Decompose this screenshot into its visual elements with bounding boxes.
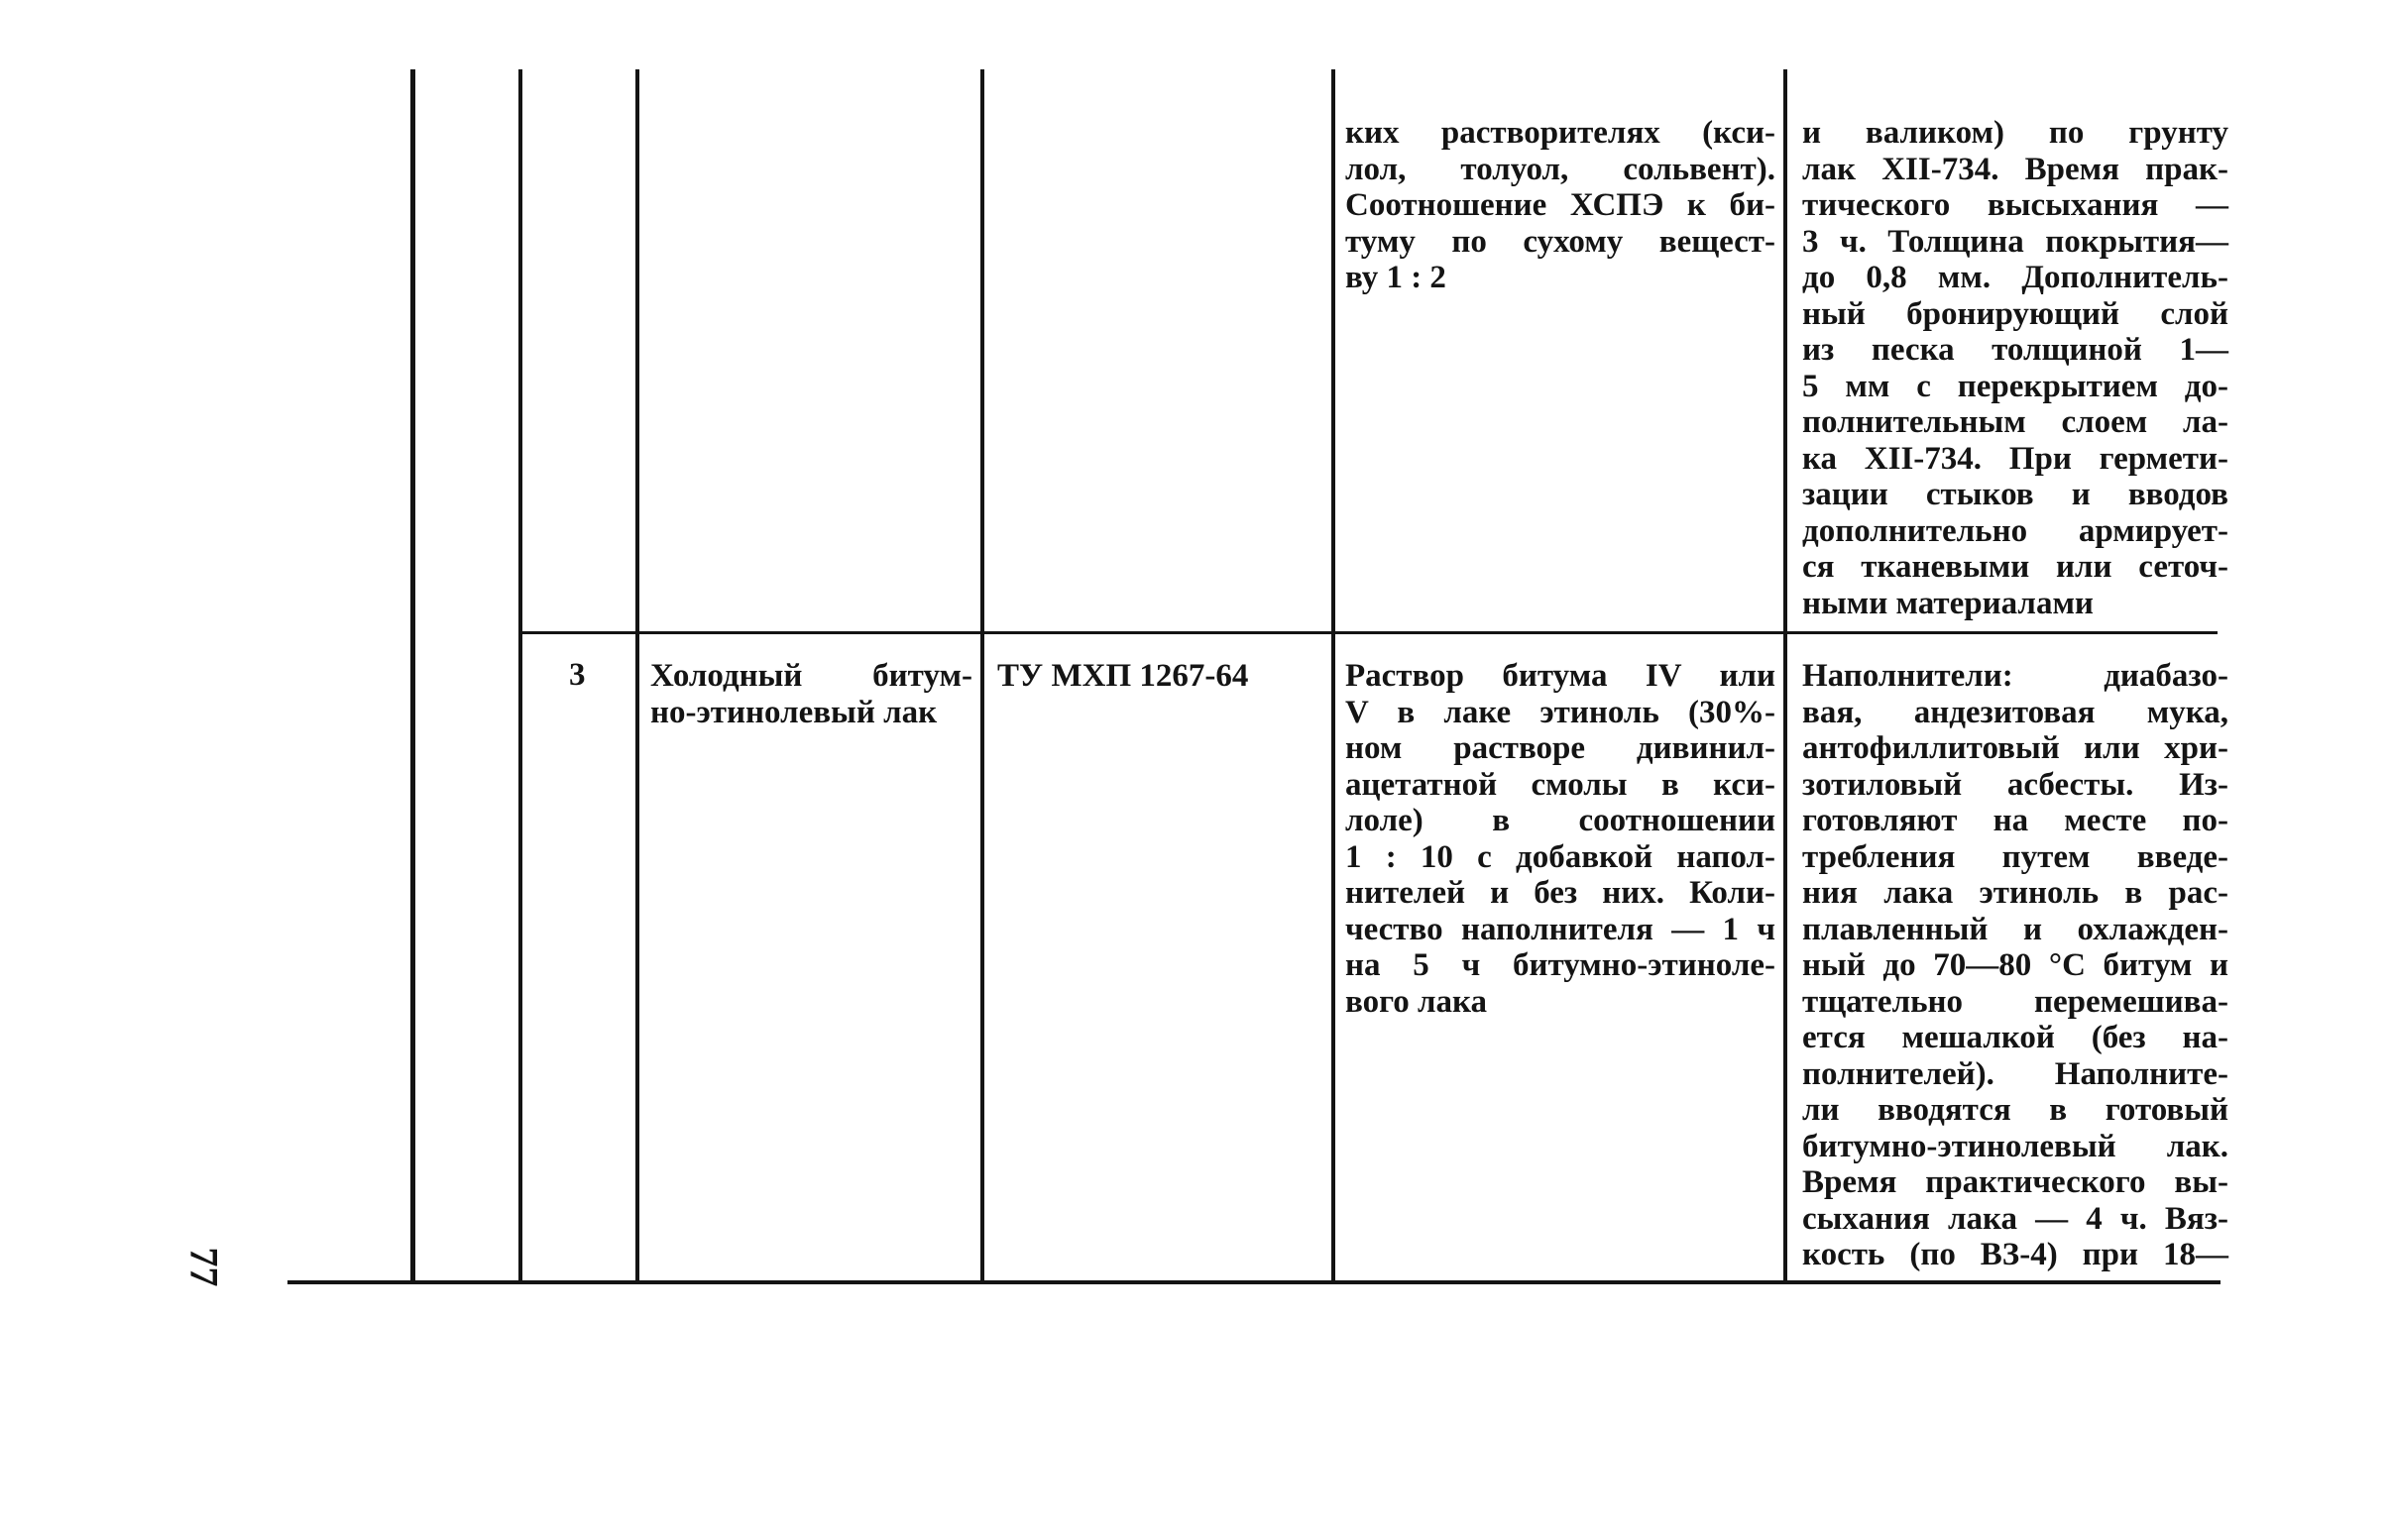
column-rule-3 [635, 69, 639, 1280]
text-line: ка ХII-734. При гермети- [1802, 440, 2228, 477]
text-line: V в лаке этиноль (30%- [1345, 694, 1775, 730]
notes-cell [1802, 658, 2228, 1273]
text-line: лоле) в соотношении [1345, 803, 1775, 838]
row-number: 3 [569, 657, 586, 693]
text-line: ными материалами [1802, 585, 2094, 621]
text-line: 5 мм с перекрытием до- [1802, 368, 2228, 404]
spec-cell [997, 658, 1324, 695]
composition-cell [1345, 658, 1775, 1020]
text-line: нителей и без них. Коли- [1345, 875, 1775, 911]
text-line: ву 1 : 2 [1345, 260, 1446, 295]
page-number: 77 [181, 1247, 227, 1287]
text-line: зотиловый асбесты. Из- [1802, 766, 2228, 803]
bottom-rule [287, 1280, 2220, 1284]
text-line: на 5 ч битумно-этиноле- [1345, 947, 1775, 983]
text-line: ких растворителях (кси- [1345, 115, 1775, 151]
text-line: Наполнители: диабазо- [1802, 658, 2228, 694]
text-line: вая, андезитовая мука, [1802, 694, 2228, 730]
text-line: антофиллитовый или хри- [1802, 730, 2228, 766]
row-separator [522, 631, 2218, 634]
text-line: зации стыков и вводов [1802, 477, 2228, 512]
text-line: полнительным слоем ла- [1802, 404, 2228, 440]
text-line: ацетатной смолы в кси- [1345, 766, 1775, 803]
text-line: ется мешалкой (без на- [1802, 1020, 2228, 1055]
text-line: ный до 70—80 °С битум и [1802, 947, 2228, 983]
text-line: лол, толуол, сольвент). [1345, 151, 1775, 187]
name-cell [650, 658, 972, 730]
column-rule-6 [1783, 69, 1787, 1280]
text-line: кость (по ВЗ-4) при 18— [1802, 1237, 2228, 1272]
text-line: тщательно перемешива- [1802, 983, 2228, 1020]
column-rule-1 [410, 69, 415, 1280]
text-line: и валиком) по грунту [1802, 115, 2228, 151]
text-line: ном растворе дивинил- [1345, 730, 1775, 766]
column-rule-5 [1331, 69, 1335, 1280]
text-line: битумно-этинолевый лак. [1802, 1128, 2228, 1164]
text-line: туму по сухому вещест- [1345, 223, 1775, 260]
text-line: 3 ч. Толщина покрытия— [1802, 223, 2228, 260]
text-line: вого лака [1345, 983, 1488, 1020]
text-line: плавленный и охлажден- [1802, 911, 2228, 947]
text-line: готовляют на месте по- [1802, 803, 2228, 838]
text-line: Холодный битум- [650, 658, 972, 694]
text-line: Раствор битума IV или [1345, 658, 1775, 694]
text-line: сыхания лака — 4 ч. Вяз- [1802, 1200, 2228, 1237]
text-line: до 0,8 мм. Дополнитель- [1802, 260, 2228, 295]
text-line: из песка толщиной 1— [1802, 332, 2228, 368]
text-line: Соотношение ХСПЭ к би- [1345, 187, 1775, 223]
text-line: Время практического вы- [1802, 1164, 2228, 1200]
text-line: но-этинолевый лак [650, 694, 938, 730]
composition-cell [1345, 115, 1775, 296]
text-line: полнителей). Наполните- [1802, 1055, 2228, 1092]
column-rule-4 [980, 69, 984, 1280]
text-line: ли вводятся в готовый [1802, 1092, 2228, 1128]
text-line: чество наполнителя — 1 ч [1345, 911, 1775, 947]
text-line: требления путем введе- [1802, 838, 2228, 875]
text-line: ния лака этиноль в рас- [1802, 875, 2228, 911]
column-rule-2 [518, 69, 522, 1280]
notes-cell [1802, 115, 2228, 621]
text-line: лак ХII-734. Время прак- [1802, 151, 2228, 187]
text-line: ТУ МХП 1267-64 [997, 658, 1249, 694]
text-line: 1 : 10 с добавкой напол- [1345, 838, 1775, 875]
text-line: дополнительно армирует- [1802, 512, 2228, 549]
text-line: тического высыхания — [1802, 187, 2228, 223]
text-line: ный бронирующий слой [1802, 295, 2228, 332]
text-line: ся тканевыми или сеточ- [1802, 549, 2228, 585]
